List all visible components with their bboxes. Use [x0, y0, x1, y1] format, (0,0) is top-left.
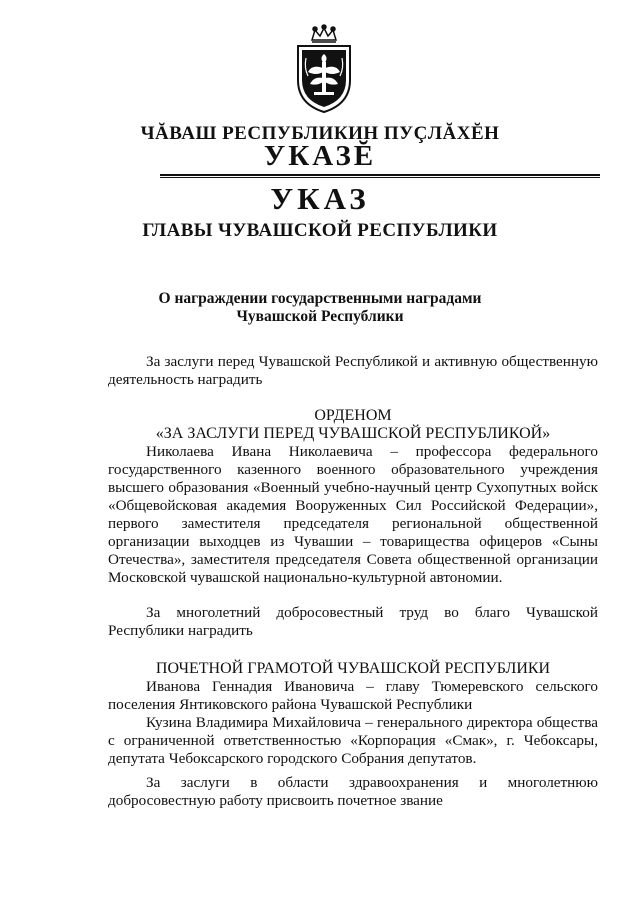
header-chuvash-line: ЧĂВАШ РЕСПУБЛИКИН ПУÇЛĂХĔН: [140, 123, 500, 144]
intro-text-3: За заслуги в области здравоохранения и многолетнюю добросовестную работу присвоить почетное звание: [108, 774, 598, 809]
order-title-2: «ЗА ЗАСЛУГИ ПЕРЕД ЧУВАШСКОЙ РЕСПУБЛИКОЙ»: [155, 425, 551, 442]
order-person: Николаева Ивана Николаевича – профессора федерального государственного казенного военного образовательного учреждения высшего образования «Военный учебно-научный центр Сухопутных войск «Общевойсковая академия Вооруженных Сил Российской Федерации», первого заместителя председателя региональной общественной организации выходцев из Чувашии – товарищества офицеров «Сыны Отечества», заместителя председателя Совета общественной организации Московской чувашской национально-культурной автономии.: [108, 443, 598, 586]
gramota-person-1: Иванова Геннадия Ивановича – главу Тюмеревского сельского поселения Янтиковского района Чувашской Республики: [108, 678, 598, 713]
chuvash-emblem-icon: [290, 24, 358, 114]
subject-line-1: О награждении государственными наградами: [158, 290, 482, 307]
intro-paragraph-2: [108, 604, 598, 640]
intro-paragraph-1: [108, 353, 598, 389]
header-divider-thin: [160, 177, 600, 178]
gramota-person-2: Кузина Владимира Михайловича – генерального директора общества с ограниченной ответственностью «Корпорация «Смак», г. Чебоксары, депутата Чебоксарского городского Собрания депутатов.: [108, 714, 598, 767]
intro-paragraph-3: [108, 774, 598, 810]
subject-line-2: Чувашской Республики: [236, 308, 404, 325]
header-divider-thick: [160, 174, 600, 176]
decree-subject: [0, 290, 640, 326]
gramota-section: [108, 660, 598, 768]
intro-text-2: За многолетний добросовестный труд во благо Чувашской Республики наградить: [108, 604, 598, 639]
gramota-title: ПОЧЕТНОЙ ГРАМОТОЙ ЧУВАШСКОЙ РЕСПУБЛИКИ: [155, 660, 551, 677]
header-ukaz: УКАЗ: [270, 181, 370, 216]
header-chuvash-ukaze: УКАЗĔ: [263, 140, 377, 172]
order-section: [108, 407, 598, 587]
header-glavy: ГЛАВЫ ЧУВАШСКОЙ РЕСПУБЛИКИ: [142, 220, 498, 241]
order-title-1: ОРДЕНОМ: [314, 407, 392, 424]
intro-text-1: За заслуги перед Чувашской Республикой и активную общественную деятельность наградить: [108, 353, 598, 388]
